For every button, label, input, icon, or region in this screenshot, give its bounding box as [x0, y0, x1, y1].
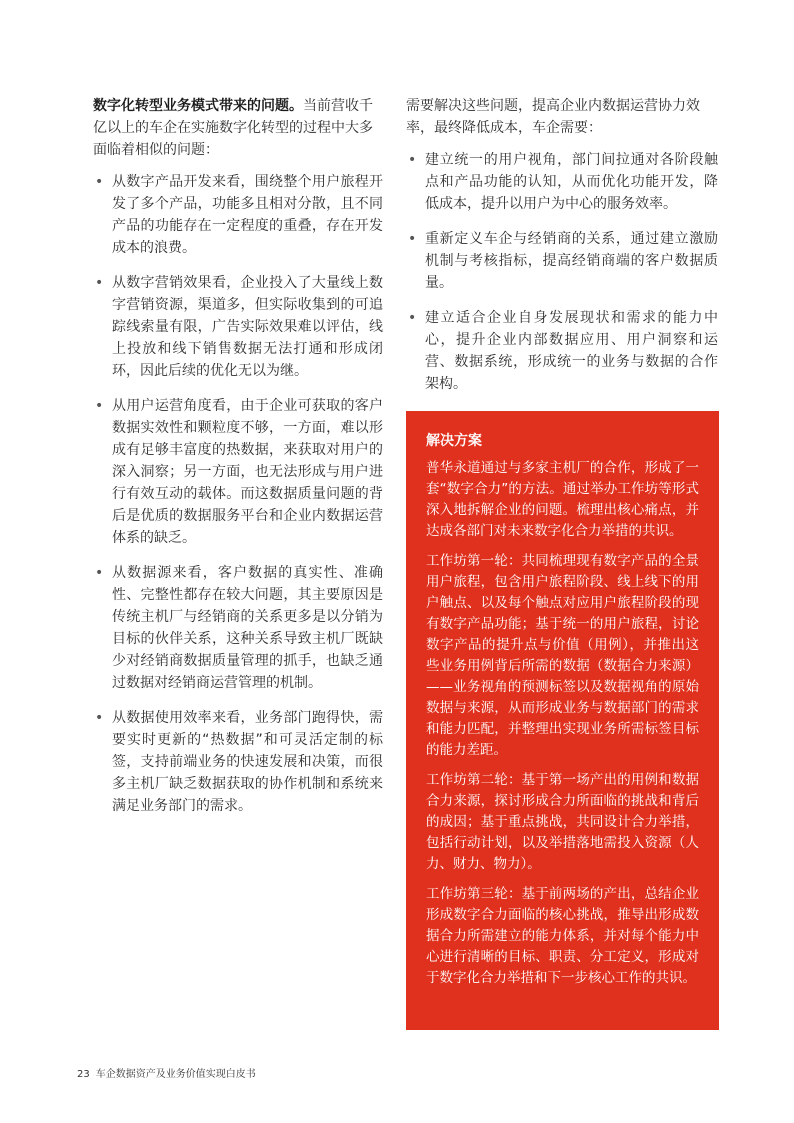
- right-intro: 需要解决这些问题，提高企业内数据运营协力效率，最终降低成本，车企需要：: [406, 98, 700, 136]
- solution-title: 解决方案: [426, 433, 482, 449]
- solution-box: [406, 411, 719, 1030]
- list-item: • 从数字营销效果看，企业投入了大量线上数字营销资源，渠道多，但实际收集到的可追踪线索量有限，广告实际效果难以评估，线上投放和线下销售数据无法打通和形成闭环，因此后续的优化无以为继。: [93, 272, 383, 382]
- solution-paragraph: 普华永道通过与多家主机厂的合作，形成了一套“数字合力”的方法。通过举办工作坊等形式深入地拆解企业的问题。梳理出核心痛点，并达成各部门对未来数字化合力举措的共识。: [426, 460, 699, 539]
- list-item: • 建立适合企业自身发展现状和需求的能力中心，提升企业内部数据应用、用户洞察和运营、数据系统，形成统一的业务与数据的合作架构。: [406, 307, 718, 395]
- list-item: • 从数据源来看，客户数据的真实性、准确性、完整性都存在较大问题，其主要原因是传统主机厂与经销商的关系更多是以分销为目标的伙伴关系，这种关系导致主机厂既缺少对经销商数据质量管理的抓手，也缺乏通过数据对经销商运营管理的机制。: [93, 562, 383, 694]
- document-title: 车企数据资产及业务价值实现白皮书: [95, 1069, 256, 1080]
- list-item: • 从数据使用效率来看，业务部门跑得快，需要实时更新的“热数据”和可灵活定制的标签，支持前端业务的快速发展和决策，而很多主机厂缺乏数据获取的协作机制和系统来满足业务部门的需求。: [93, 707, 383, 817]
- list-item: • 从数字产品开发来看，围绕整个用户旅程开发了多个产品，功能多且相对分散，且不同产品的功能存在一定程度的重叠，存在开发成本的浪费。: [93, 171, 383, 259]
- workshop-round-1: 工作坊第一轮：共同梳理现有数字产品的全景用户旅程，包含用户旅程阶段、线上线下的用户触点、以及每个触点对应用户旅程阶段的现有数字产品功能；基于统一的用户旅程，讨论数字产品的提升点与价值（用例），并推出这些业务用例背后所需的数据（数据合力来源）——业务视角的预测标签以及数据视角的原始数据与来源，从而形成业务与数据部门的需求和能力匹配，并整理出实现业务所需标签目标的能力差距。: [426, 553, 699, 758]
- list-item: • 重新定义车企与经销商的关系，通过建立激励机制与考核指标，提高经销商端的客户数据质量。: [406, 228, 718, 294]
- workshop-round-3: 工作坊第三轮：基于前两场的产出，总结企业形成数字合力面临的核心挑战，推导出形成数据合力所需建立的能力体系，并对每个能力中心进行清晰的目标、职责、分工定义，形成对于数字化合力举措和下一步核心工作的共识。: [426, 886, 699, 986]
- right-column: [406, 95, 718, 408]
- left-intro: [93, 95, 383, 161]
- list-item: • 建立统一的用户视角，部门间拉通对各阶段触点和产品功能的认知，从而优化功能开发，降低成本，提升以用户为中心的服务效率。: [406, 149, 718, 215]
- left-column: [93, 95, 383, 830]
- problem-list: [93, 171, 383, 817]
- page-footer: [77, 1065, 256, 1080]
- list-item: • 从用户运营角度看，由于企业可获取的客户数据实效性和颗粒度不够，一方面，难以形成有足够丰富度的热数据，来获取对用户的深入洞察；另一方面，也无法形成与用户进行有效互动的载体。而这数据质量问题的背后是优质的数据服务平台和企业内数据运营体系的缺乏。: [93, 395, 383, 549]
- needs-list: [406, 149, 718, 395]
- intro-heading: 数字化转型业务模式带来的问题。: [93, 98, 303, 114]
- intro-text: 当前营收千亿以上的车企在实施数字化转型的过程中大多面临着相似的问题：: [93, 98, 373, 158]
- page-number: 23: [77, 1069, 90, 1080]
- workshop-round-2: 工作坊第二轮：基于第一场产出的用例和数据合力来源，探讨形成合力所面临的挑战和背后的成因；基于重点挑战，共同设计合力举措，包括行动计划，以及举措落地需投入资源（人力、财力、物力）。: [426, 772, 699, 872]
